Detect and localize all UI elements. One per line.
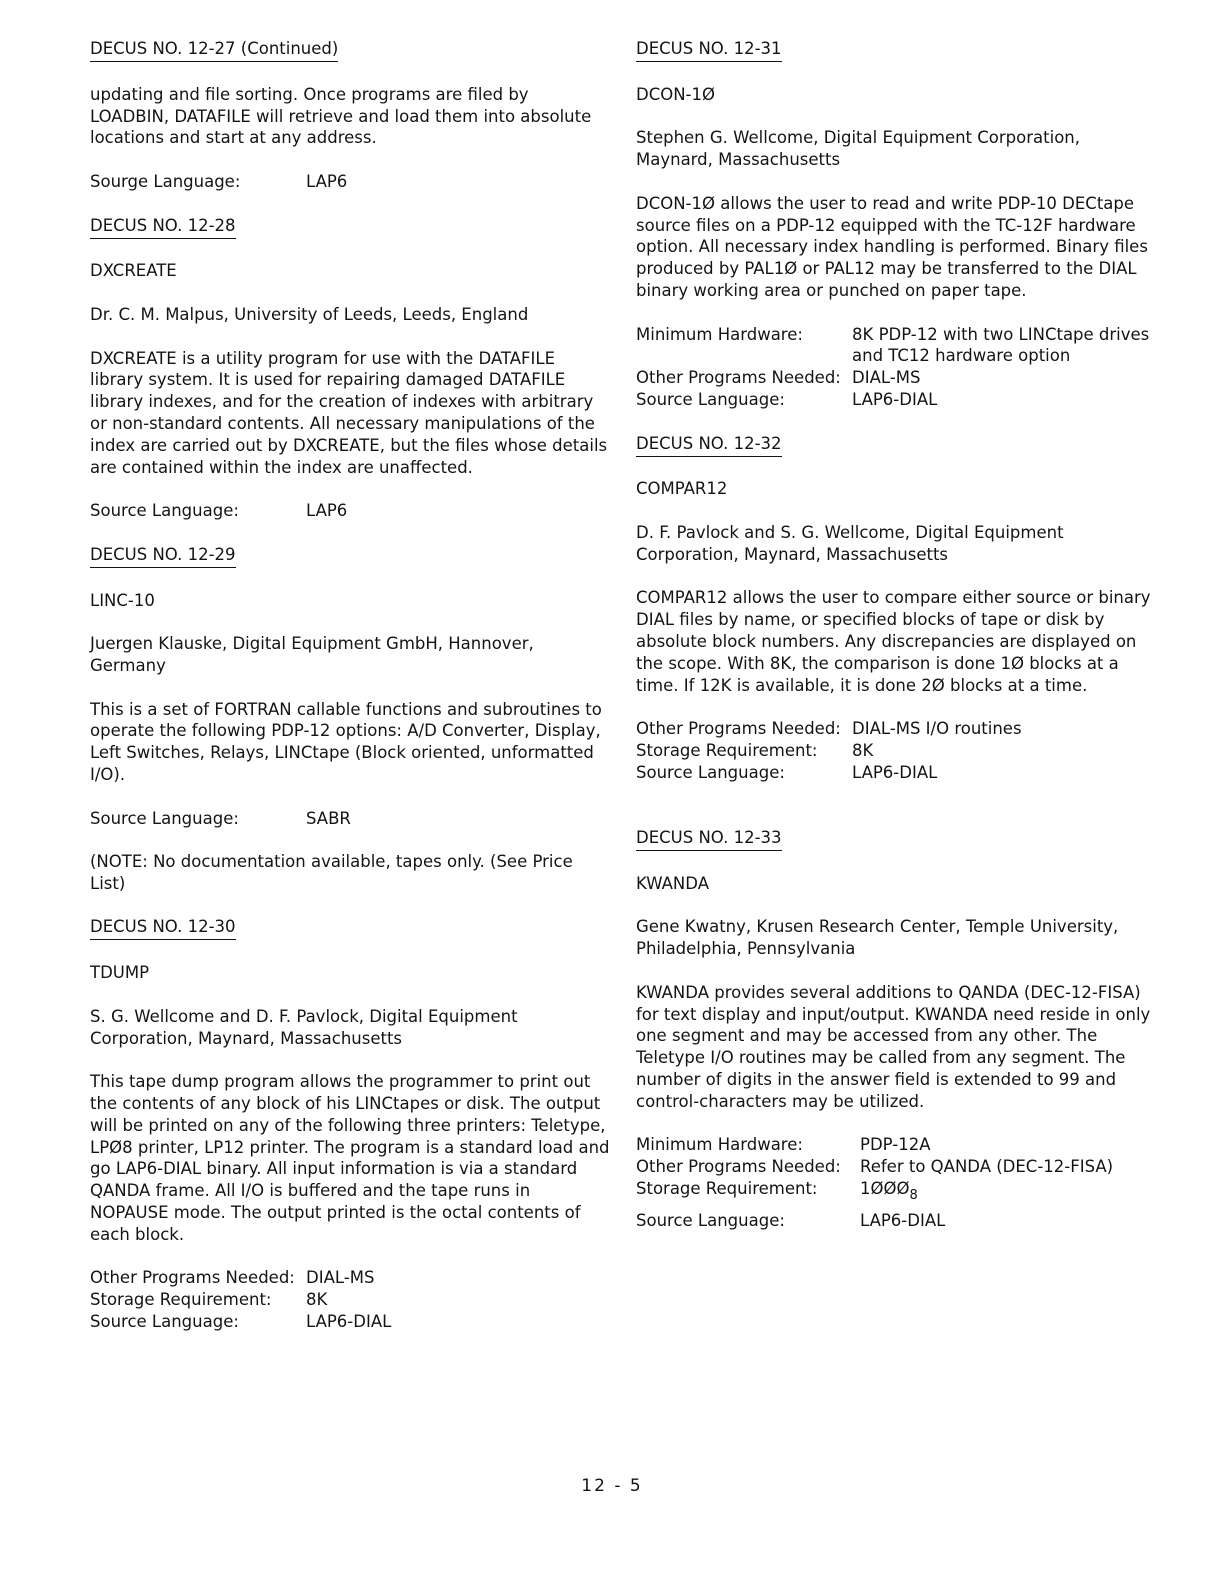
- spec-value: DIAL-MS I/O routines: [852, 719, 1022, 739]
- spec-value: LAP6-DIAL: [852, 389, 938, 409]
- spec-label: Source Language:: [90, 501, 239, 521]
- entry-heading: DECUS NO. 12-30: [90, 916, 236, 940]
- entry-title: LINC-10: [90, 590, 155, 610]
- entry-description: DCON-1Ø allows the user to read and write PDP-10 DECtape source files on a PDP-12 equipped with the TC-12F hardware option. All necessary index handling is performed. Binary files produced by PAL1Ø or PAL12 may be transferred to the DIAL binary working area or punched on paper tape.: [636, 193, 1148, 300]
- entry-author: Dr. C. M. Malpus, University of Leeds, Leeds, England: [90, 304, 529, 324]
- entry-description: KWANDA provides several additions to QANDA (DEC-12-FISA) for text display and input/output. KWANDA need reside in only one segment and may be accessed from any other. The Teletype I/O routines may be called from any segment. The number of digits in the answer field is extended to 99 and control-characters may be utilized.: [636, 982, 1151, 1111]
- spec-label: Storage Requirement:: [636, 1179, 818, 1199]
- spec-value: [860, 1178, 1160, 1202]
- entry-heading: DECUS NO. 12-32: [636, 433, 782, 457]
- spec-label: Sourge Language:: [90, 171, 241, 191]
- entry-description: DXCREATE is a utility program for use with the DATAFILE library system. It is used for repairing damaged DATAFILE library indexes, and for the creation of indexes with arbitrary or non-standard contents. All necessary manipulations of the index are carried out by DXCREATE, but the files whose details are contained within the index are unaffected.: [90, 348, 608, 477]
- entry-author: D. F. Pavlock and S. G. Wellcome, Digital Equipment Corporation, Maynard, Massachusetts: [636, 522, 1064, 564]
- entry-specs: [90, 1267, 610, 1332]
- entry-author: S. G. Wellcome and D. F. Pavlock, Digital Equipment Corporation, Maynard, Massachusetts: [90, 1006, 518, 1048]
- spec-label: Other Programs Needed:: [90, 1268, 295, 1288]
- spec-label: Storage Requirement:: [90, 1290, 272, 1310]
- entry-author: Gene Kwatny, Krusen Research Center, Temple University, Philadelphia, Pennsylvania: [636, 917, 1119, 959]
- spec-label: Minimum Hardware:: [636, 324, 803, 344]
- spec-label: Other Programs Needed:: [636, 719, 841, 739]
- entry-title: DXCREATE: [90, 261, 177, 281]
- storage-subscript: 8: [909, 1188, 918, 1204]
- entry-specs: [90, 500, 610, 522]
- storage-value: 1ØØØ: [860, 1179, 910, 1199]
- entry-description: This is a set of FORTRAN callable functions and subroutines to operate the following PDP-12 options: A/D Converter, Display, Left Switches, Relays, LINCtape (Block oriented, unformatted I/O).: [90, 699, 602, 784]
- left-column: [90, 38, 610, 1333]
- spec-label: Minimum Hardware:: [636, 1135, 803, 1155]
- spec-value: LAP6-DIAL: [306, 1312, 392, 1332]
- entry-author: Juergen Klauske, Digital Equipment GmbH, Hannover, Germany: [90, 634, 534, 675]
- spec-value: LAP6: [306, 501, 348, 521]
- spec-label: Source Language:: [90, 1312, 239, 1332]
- entry-specs: [90, 171, 610, 193]
- spec-value: LAP6-DIAL: [860, 1210, 946, 1230]
- spec-value: 8K: [852, 740, 874, 760]
- entry-specs: [636, 324, 1156, 411]
- entry-title: COMPAR12: [636, 479, 728, 499]
- spec-value: DIAL-MS: [852, 368, 921, 388]
- entry-title: TDUMP: [90, 963, 150, 983]
- entry-heading: DECUS NO. 12-31: [636, 38, 782, 62]
- entry-heading: DECUS NO. 12-27 (Continued): [90, 38, 338, 62]
- page-number: 12 - 5: [581, 1476, 643, 1496]
- spec-value: DIAL-MS: [306, 1268, 375, 1288]
- spec-label: Other Programs Needed:: [636, 368, 841, 388]
- spec-label: Source Language:: [636, 762, 785, 782]
- entry-description: COMPAR12 allows the user to compare either source or binary DIAL files by name, or specified blocks of tape or disk by absolute block numbers. Any discrepancies are displayed on the scope. With 8K, the comparison is done 1Ø blocks at a time. If 12K is available, it is done 2Ø blocks at a time.: [636, 588, 1151, 695]
- entry-specs: [636, 718, 1156, 783]
- entry-title: KWANDA: [636, 873, 709, 893]
- right-column: [636, 38, 1156, 1232]
- spec-value: Refer to QANDA (DEC-12-FISA): [860, 1157, 1114, 1177]
- spec-value: SABR: [306, 808, 351, 828]
- entry-specs: [90, 808, 610, 830]
- entry-description: This tape dump program allows the programmer to print out the contents of any block of his LINCtapes or disk. The output will be printed on any of the following three printers: Teletype, LPØ8 printer, LP12 printer. The program is a standard load and go LAP6-DIAL binary. All input information is via a standard QANDA frame. All I/O is buffered and the tape runs in NOPAUSE mode. The output printed is the octal contents of each block.: [90, 1072, 610, 1244]
- spec-value: 8K: [306, 1290, 328, 1310]
- entry-description: updating and file sorting. Once programs are filed by LOADBIN, DATAFILE will retrieve and load them into absolute locations and start at any address.: [90, 84, 592, 148]
- entry-note: (NOTE: No documentation available, tapes only. (See Price List): [90, 852, 573, 893]
- entry-heading: DECUS NO. 12-29: [90, 544, 236, 568]
- entry-title: DCON-1Ø: [636, 84, 715, 104]
- entry-author: Stephen G. Wellcome, Digital Equipment Corporation, Maynard, Massachusetts: [636, 128, 1080, 170]
- spec-label: Source Language:: [636, 1210, 785, 1230]
- spec-value: LAP6-DIAL: [852, 762, 938, 782]
- spec-value: LAP6: [306, 171, 348, 191]
- spec-label: Source Language:: [90, 808, 239, 828]
- spec-value: PDP-12A: [860, 1135, 931, 1155]
- spec-value: 8K PDP-12 with two LINCtape drives and TC12 hardware option: [852, 324, 1150, 366]
- spec-label: Storage Requirement:: [636, 740, 818, 760]
- spec-label: Other Programs Needed:: [636, 1157, 841, 1177]
- entry-specs: [636, 1134, 1156, 1231]
- entry-heading: DECUS NO. 12-33: [636, 827, 782, 851]
- entry-heading: DECUS NO. 12-28: [90, 215, 236, 239]
- spec-label: Source Language:: [636, 389, 785, 409]
